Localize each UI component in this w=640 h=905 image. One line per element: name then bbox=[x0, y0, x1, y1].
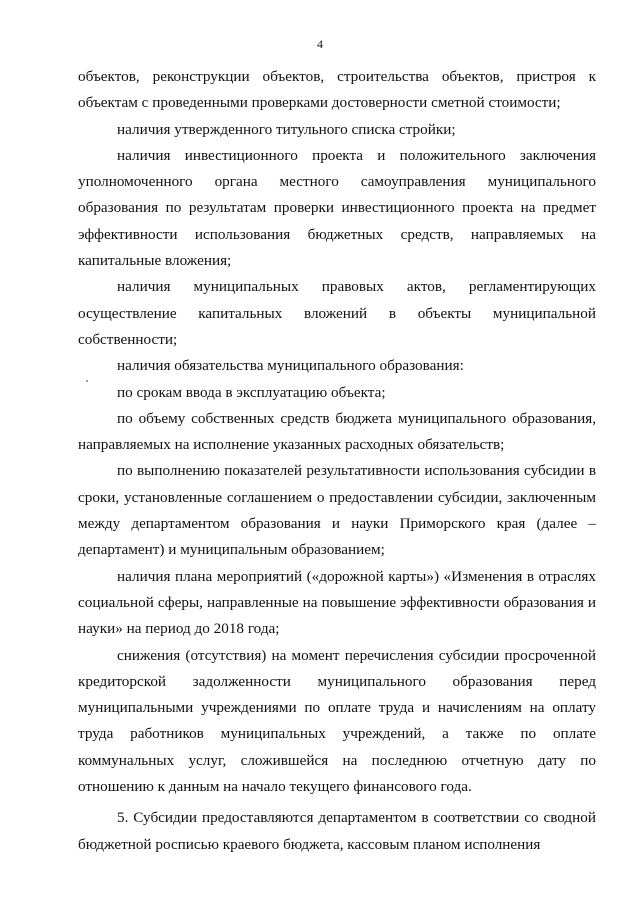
paragraph-continuation: объектов, реконструкции объектов, строительства объектов, пристроя к объектам с проведенными проверками достоверности сметной стоимости; bbox=[78, 68, 596, 112]
paragraph-obligations-intro: наличия обязательства муниципального образования: bbox=[117, 357, 464, 375]
paragraph-roadmap: наличия плана мероприятий («дорожной карты») «Изменения в отраслях социальной сферы, направленные на повышение эффективности образования и науки» на период до 2018 года; bbox=[78, 567, 596, 638]
paragraph-arrears: снижения (отсутствия) на момент перечисления субсидии просроченной кредиторской задолженности муниципального образования перед муниципальными учреждениями по оплате труда и начислениям на оплату труда работников муниципальных учреждений, а также по оплате коммунальных услуг, сложившейся на последнюю отчетную дату по отношению к данным на начало текущего финансового года. bbox=[78, 646, 596, 796]
paragraph-legal-acts: наличия муниципальных правовых актов, регламентирующих осуществление капитальных вложений в объекты муниципальной собственности; bbox=[78, 278, 596, 348]
document-body bbox=[78, 64, 596, 858]
paragraph-commissioning-terms: по срокам ввода в эксплуатацию объекта; bbox=[117, 383, 386, 401]
paragraph-title-list: наличия утвержденного титульного списка стройки; bbox=[117, 120, 456, 138]
paragraph-own-funds: по объему собственных средств бюджета муниципального образования, направляемых на исполнение указанных расходных обязательств; bbox=[78, 409, 596, 454]
paragraph-investment-project: наличия инвестиционного проекта и положительного заключения уполномоченного органа местного самоуправления муниципального образования по результатам проверки инвестиционного проекта на предмет эффективности использования бюджетных средств, направляемых на капитальные вложения; bbox=[78, 146, 596, 270]
paragraph-item-5: 5. Субсидии предоставляются департаментом в соответствии со сводной бюджетной росписью краевого бюджета, кассовым планом исполнения bbox=[78, 809, 596, 853]
page-number: 4 bbox=[317, 37, 323, 51]
paragraph-performance-indicators: по выполнению показателей результативности использования субсидии в сроки, установленные соглашением о предоставлении субсидии, заключенным между департаментом образования и науки Приморского края (далее – департамент) и муниципальным образованием; bbox=[78, 462, 596, 559]
